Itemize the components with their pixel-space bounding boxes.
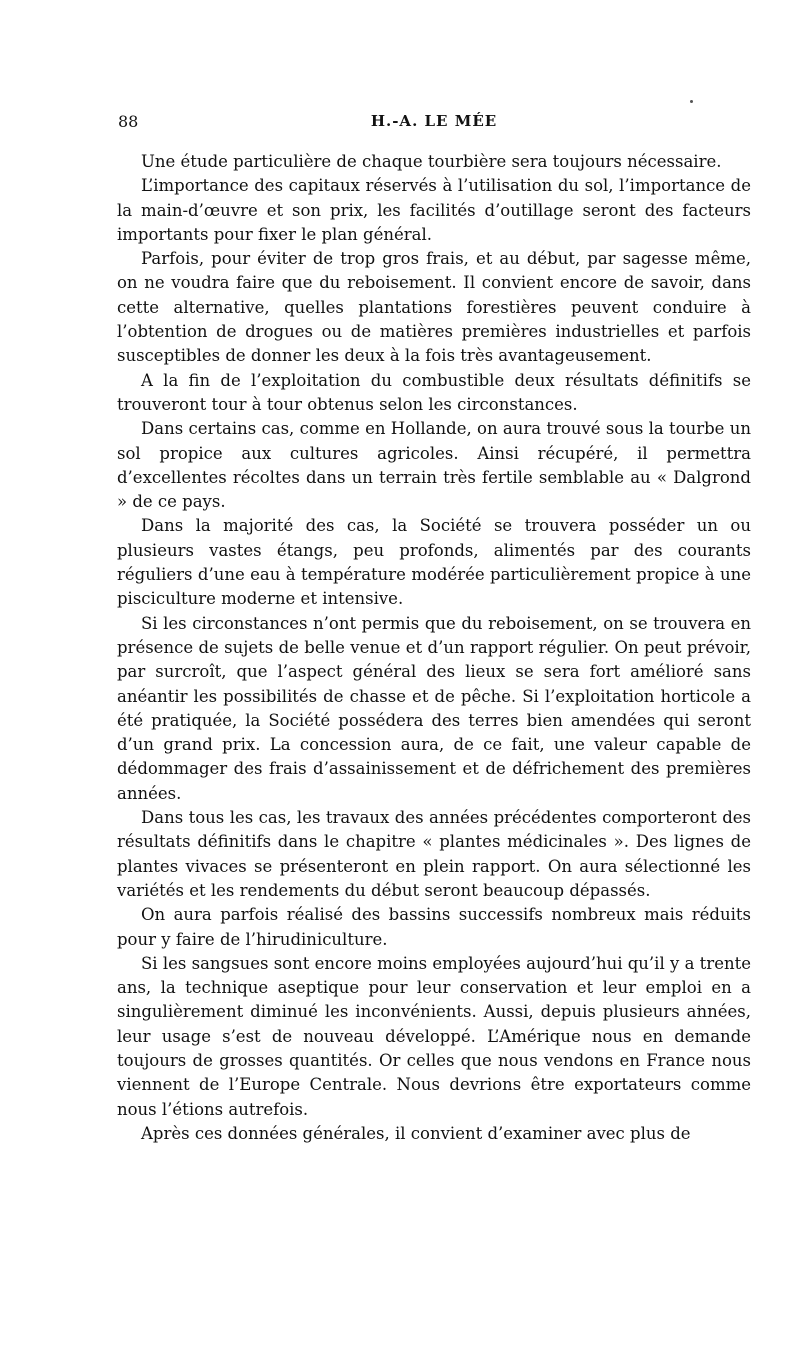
paragraph: A la fin de l’exploitation du combustible deux résultats définitifs se trouveront tour à tour obtenus selon les circonstances. <box>117 370 751 414</box>
paragraph: Si les sangsues sont encore moins employées aujourd’hui qu’il y a trente ans, la technique aseptique pour leur conservation et leur emploi en a singulièrement diminué les inconvénients. Aussi, depuis plusieurs années, leur usage s’est de nouveau développé. L’Amérique nous en demande toujours de grosses quantités. Or celles que nous vendons en France nous viennent de l’Europe Centrale. Nous devrions être exportateurs comme nous l’étions autrefois. <box>117 953 751 1119</box>
running-head: H.-A. LE MÉE <box>370 112 498 130</box>
paragraph: Une étude particulière de chaque tourbière sera toujours nécessaire. <box>141 152 722 171</box>
paragraph: Dans la majorité des cas, la Société se trouvera posséder un ou plusieurs vastes étangs, peu profonds, alimentés par des courants réguliers d’une eau à température modérée particulièrement propice à une pisciculture moderne et intensive. <box>117 516 751 609</box>
page-header <box>118 112 750 136</box>
paragraph: Dans certains cas, comme en Hollande, on aura trouvé sous la tourbe un sol propice aux cultures agricoles. Ainsi récupéré, il permettra d’excellentes récoltes dans un terrain très fertile semblable au « Dalgrond » de ce pays. <box>117 419 751 512</box>
paragraph: Après ces données générales, il convient d’examiner avec plus de <box>141 1123 691 1143</box>
paragraph: Parfois, pour éviter de trop gros frais, et au début, par sagesse même, on ne voudra faire que du reboisement. Il convient encore de savoir, dans cette alternative, quelles plantations forestières peuvent conduire à l’obtention de drogues ou de matières premières industrielles et parfois susceptibles de donner les deux à la fois très avantageusement. <box>117 249 751 366</box>
page-number: 88 <box>118 112 139 131</box>
print-speck <box>690 100 693 103</box>
paragraph: Si les circonstances n’ont permis que du reboisement, on se trouvera en présence de sujets de belle venue et d’un rapport régulier. On peut prévoir, par surcroît, que l’aspect général des lieux se sera fort amélioré sans anéantir les possibilités de chasse et de pêche. Si l’exploitation horticole a été pratiquée, la Société possédera des terres bien amendées qui seront d’un grand prix. La concession aura, de ce fait, une valeur capable de dédommager des frais d’assainissement et de défrichement des premières années. <box>117 613 751 803</box>
body-text <box>117 150 751 1146</box>
paragraph: Dans tous les cas, les travaux des années précédentes comporteront des résultats définitifs dans le chapitre « plantes médicinales ». Des lignes de plantes vivaces se présenteront en plein rapport. On aura sélectionné les variétés et les rendements du début seront beaucoup dépassés. <box>117 808 751 900</box>
paragraph: L’importance des capitaux réservés à l’utilisation du sol, l’importance de la main-d’œuvre et son prix, les facilités d’outillage seront des facteurs importants pour fixer le plan général. <box>117 176 751 244</box>
paragraph: On aura parfois réalisé des bassins successifs nombreux mais réduits pour y faire de l’hirudiniculture. <box>117 905 751 949</box>
